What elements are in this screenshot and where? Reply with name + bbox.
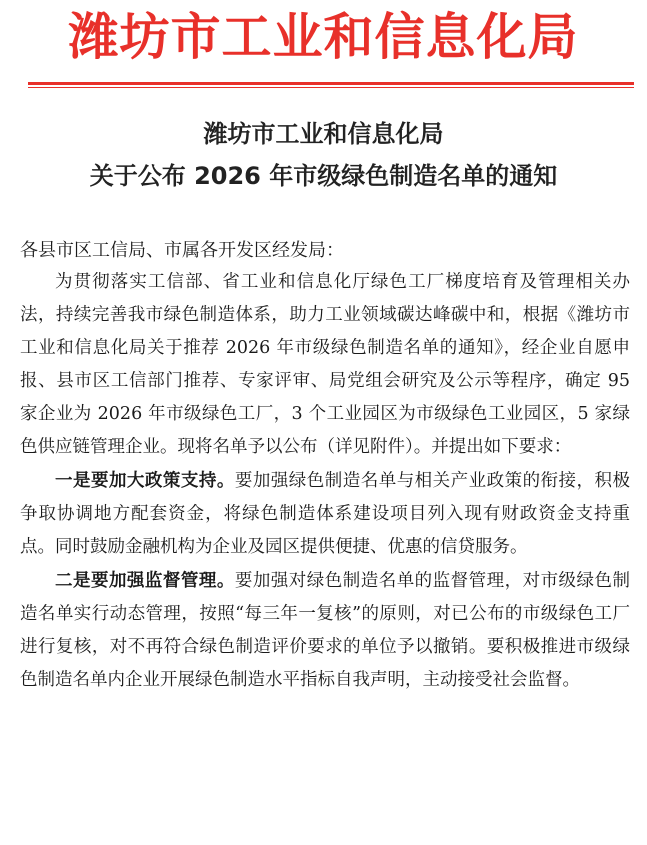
paragraph-lead: 二是要加强监督管理。 [55, 571, 235, 591]
salutation: 各县市区工信局、市属各开发区经发局： [20, 240, 344, 261]
paragraph-lead: 一是要加大政策支持。 [55, 471, 235, 491]
document-title-subject: 关于公布 2026 年市级绿色制造名单的通知 [89, 162, 558, 190]
paragraph-text: 要加强对绿色制造名单的监督管理，对市级绿色制造名单实行动态管理，按照“每三年一复核”的原则，对已公布的市级绿色工厂进行复核，对不再符合绿色制造评价要求的单位予以撤销。要积极推进市级绿色制造名单内企业开展绿色制造水平指标自我声明，主动接受社会监督。 [20, 571, 631, 690]
letterhead-divider [28, 82, 634, 85]
letterhead-org-name: 潍坊市工业和信息化局 [68, 8, 579, 66]
document-body [20, 266, 630, 697]
paragraph-requirement-2 [20, 565, 630, 697]
paragraph-intro [20, 266, 630, 464]
document-title-issuer: 潍坊市工业和信息化局 [203, 120, 444, 148]
paragraph-text: 要加强绿色制造名单与相关产业政策的衔接，积极争取协调地方配套资金，将绿色制造体系建设项目列入现有财政资金支持重点。同时鼓励金融机构为企业及园区提供便捷、优惠的信贷服务。 [20, 471, 631, 557]
paragraph-text: 为贯彻落实工信部、省工业和信息化厅绿色工厂梯度培育及管理相关办法，持续完善我市绿色制造体系，助力工业领域碳达峰碳中和，根据《潍坊市工业和信息化局关于推荐 2026 年市级绿色制造名单的通知》，经企业自愿申报、县市区工信部门推荐、专家评审、局党组会研究及公示等程序，确定 95 家企业为 2026 年市级绿色工厂，3 个工业园区为市级绿色工业园区，5 家绿色供应链管理企业。现将名单予以公布（详见附件）。并提出如下要求： [20, 272, 630, 457]
paragraph-requirement-1 [20, 465, 630, 564]
letterhead-divider-thin [28, 87, 634, 88]
